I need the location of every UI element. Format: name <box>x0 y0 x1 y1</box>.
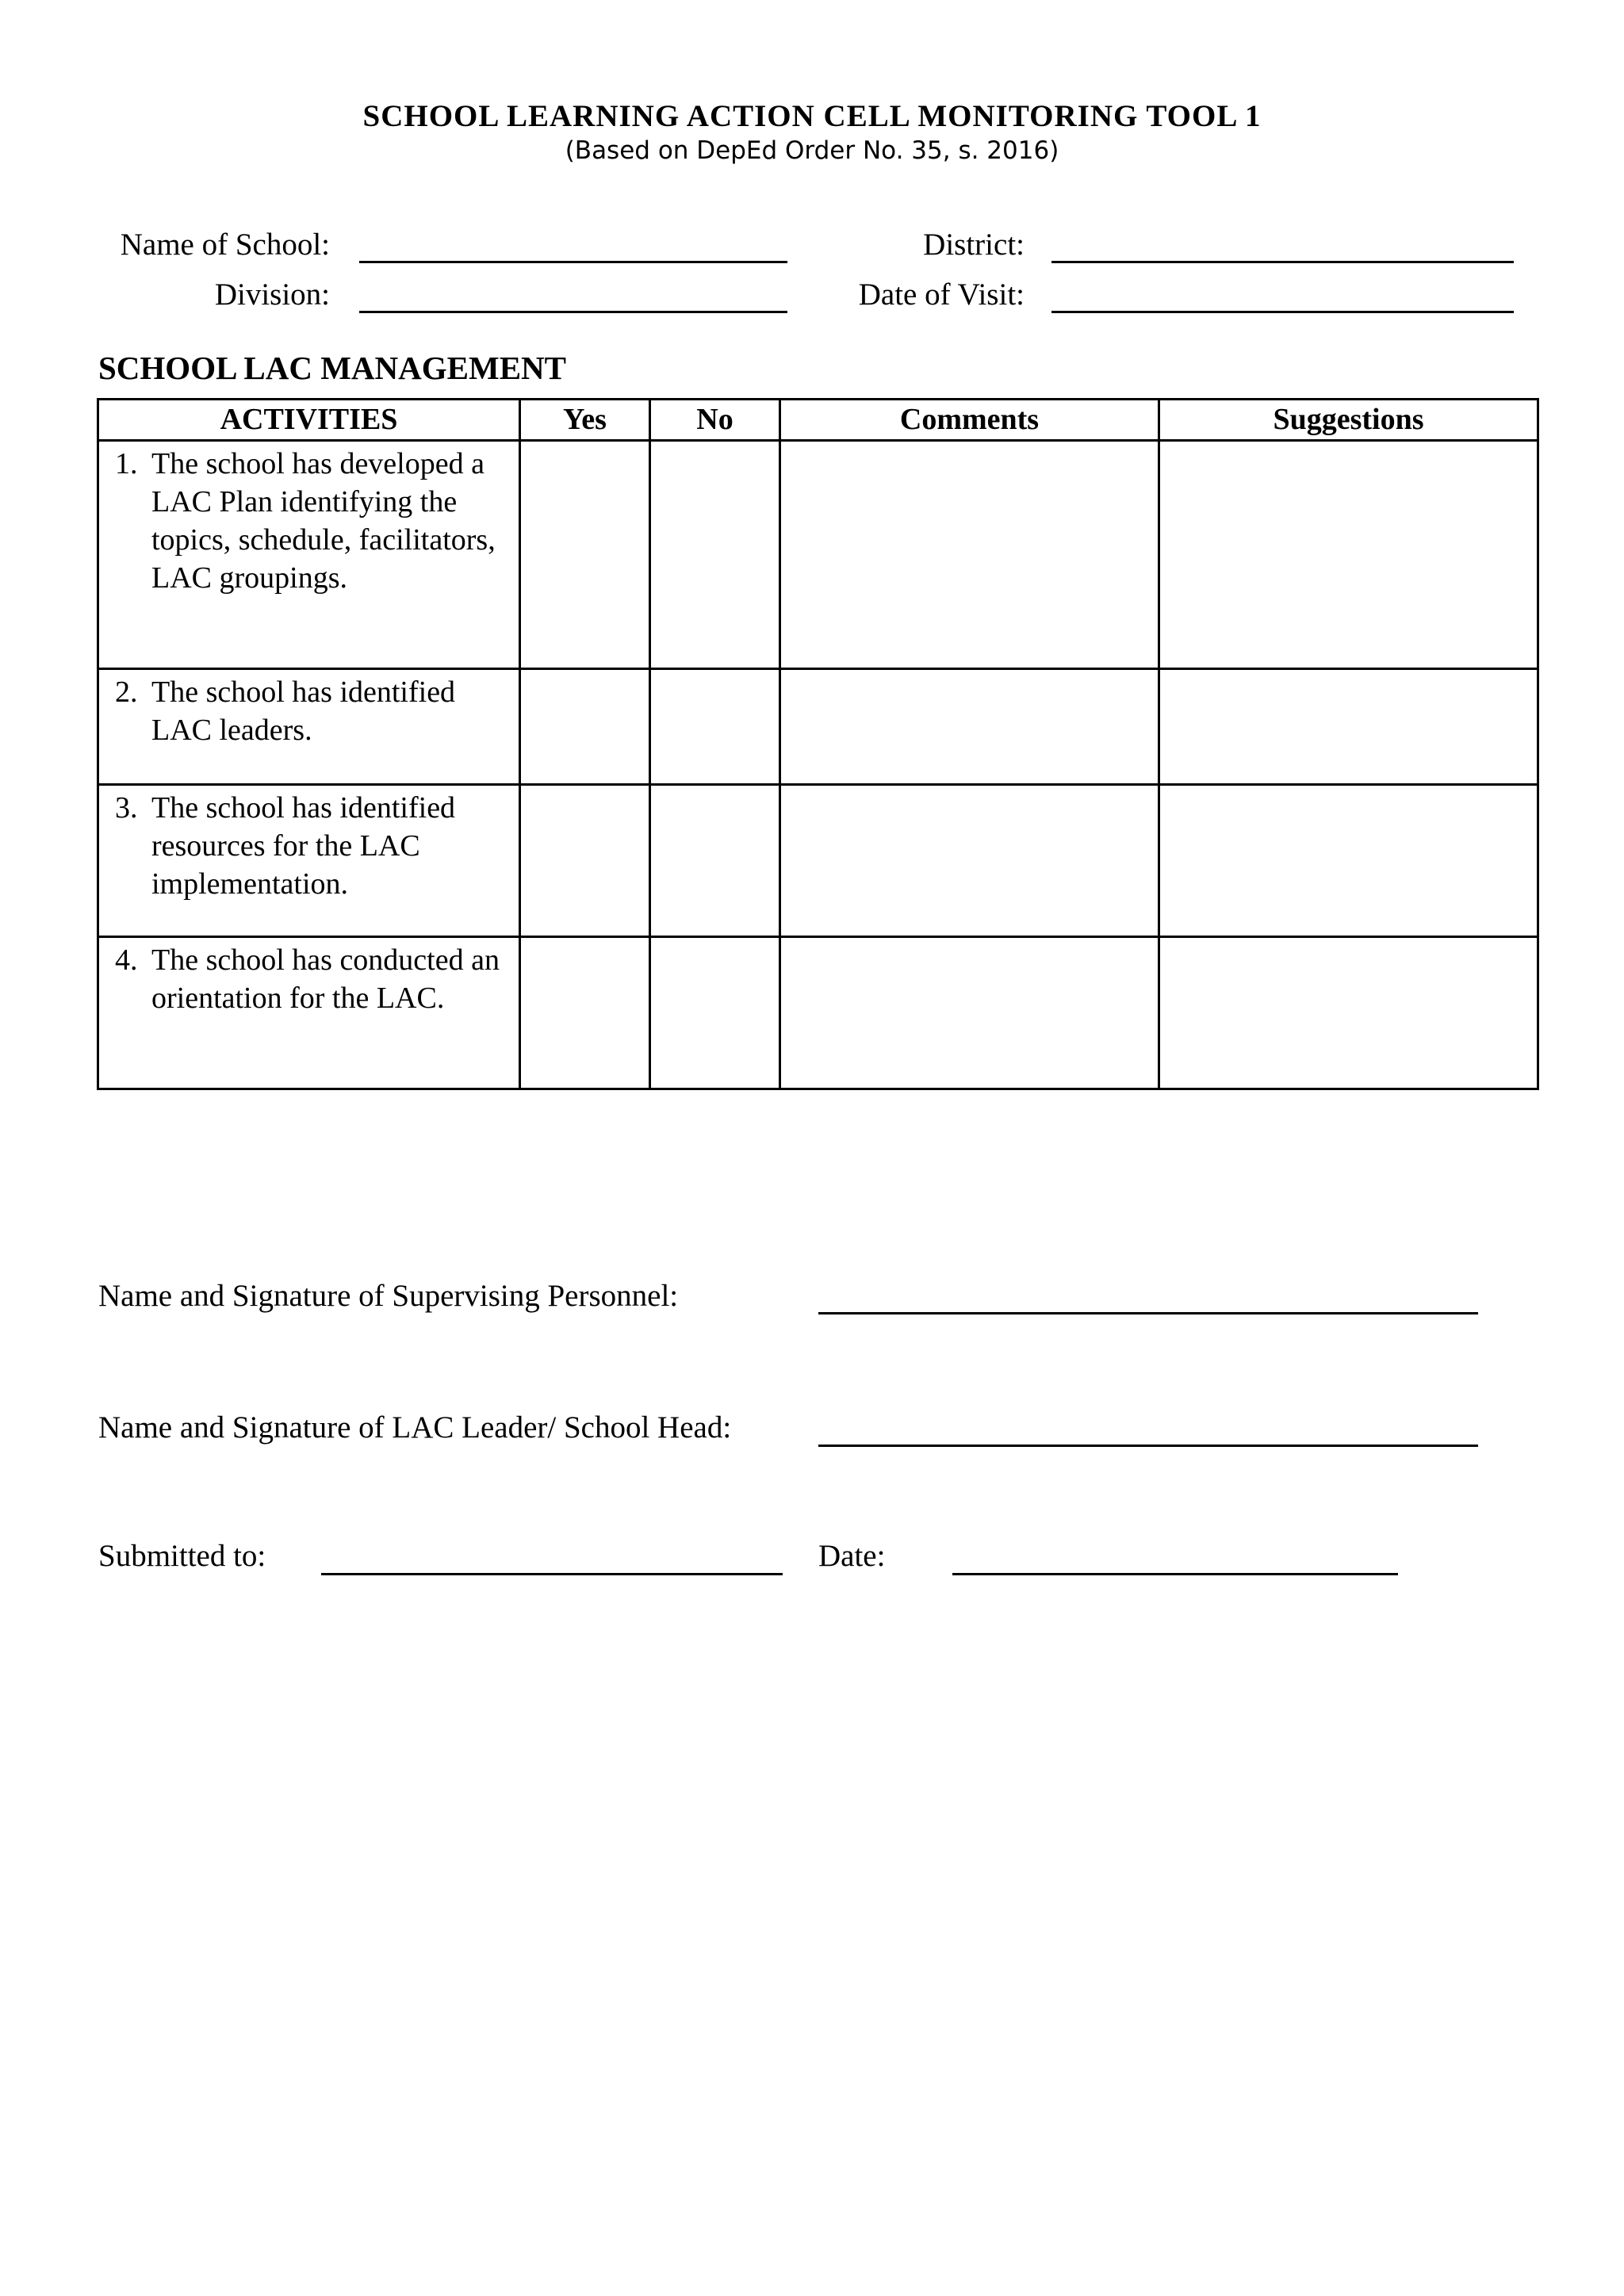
table-row <box>98 441 1538 669</box>
table-row <box>98 785 1538 937</box>
date-field[interactable] <box>952 1573 1398 1575</box>
header-suggestions: Suggestions <box>1159 400 1538 441</box>
header-comments: Comments <box>780 400 1159 441</box>
district-label: District: <box>923 228 1025 262</box>
lac-management-table <box>97 398 1539 1090</box>
suggestions-cell[interactable] <box>1159 937 1538 1089</box>
form-title: SCHOOL LEARNING ACTION CELL MONITORING TOOL 1 <box>362 99 1262 133</box>
date-of-visit-label: Date of Visit: <box>858 277 1025 312</box>
suggestions-cell[interactable] <box>1159 669 1538 785</box>
table-row <box>98 669 1538 785</box>
no-cell[interactable] <box>650 441 780 669</box>
activity-cell <box>98 441 520 669</box>
suggestions-cell[interactable] <box>1159 785 1538 937</box>
table-header-row <box>98 400 1538 441</box>
activity-text: The school has developed a LAC Plan identifying the topics, schedule, facilitators, LAC groupings. <box>151 447 496 595</box>
yes-cell[interactable] <box>520 441 650 669</box>
yes-cell[interactable] <box>520 669 650 785</box>
table-row <box>98 937 1538 1089</box>
yes-cell[interactable] <box>520 785 650 937</box>
supervising-personnel-signature-field[interactable] <box>818 1312 1478 1314</box>
supervising-personnel-label: Name and Signature of Supervising Personnel: <box>98 1279 679 1313</box>
header-activities: ACTIVITIES <box>98 400 520 441</box>
activity-number: 3. <box>115 791 138 825</box>
submitted-to-field[interactable] <box>321 1573 783 1575</box>
section-title: SCHOOL LAC MANAGEMENT <box>98 350 566 386</box>
activity-cell <box>98 785 520 937</box>
activity-number: 1. <box>115 447 138 480</box>
suggestions-cell[interactable] <box>1159 441 1538 669</box>
no-cell[interactable] <box>650 785 780 937</box>
lac-leader-signature-field[interactable] <box>818 1445 1478 1447</box>
activity-cell <box>98 937 520 1089</box>
no-cell[interactable] <box>650 669 780 785</box>
activity-number: 4. <box>115 943 138 977</box>
district-field[interactable] <box>1051 261 1514 263</box>
date-of-visit-field[interactable] <box>1051 311 1514 313</box>
activity-text: The school has identified LAC leaders. <box>151 675 456 747</box>
activity-text: The school has identified resources for the LAC implementation. <box>151 791 456 901</box>
form-subtitle: (Based on DepEd Order No. 35, s. 2016) <box>565 136 1059 165</box>
activity-cell <box>98 669 520 785</box>
comments-cell[interactable] <box>780 441 1159 669</box>
yes-cell[interactable] <box>520 937 650 1089</box>
division-label: Division: <box>214 277 330 312</box>
activity-number: 2. <box>115 675 138 709</box>
header-no: No <box>650 400 780 441</box>
submitted-to-label: Submitted to: <box>98 1539 266 1573</box>
comments-cell[interactable] <box>780 937 1159 1089</box>
division-field[interactable] <box>359 311 787 313</box>
school-name-field[interactable] <box>359 261 787 263</box>
no-cell[interactable] <box>650 937 780 1089</box>
lac-leader-label: Name and Signature of LAC Leader/ School Head: <box>98 1410 732 1445</box>
comments-cell[interactable] <box>780 785 1159 937</box>
school-name-label: Name of School: <box>120 228 330 262</box>
comments-cell[interactable] <box>780 669 1159 785</box>
date-label: Date: <box>818 1539 886 1573</box>
activity-text: The school has conducted an orientation for the LAC. <box>151 943 500 1015</box>
header-yes: Yes <box>520 400 650 441</box>
